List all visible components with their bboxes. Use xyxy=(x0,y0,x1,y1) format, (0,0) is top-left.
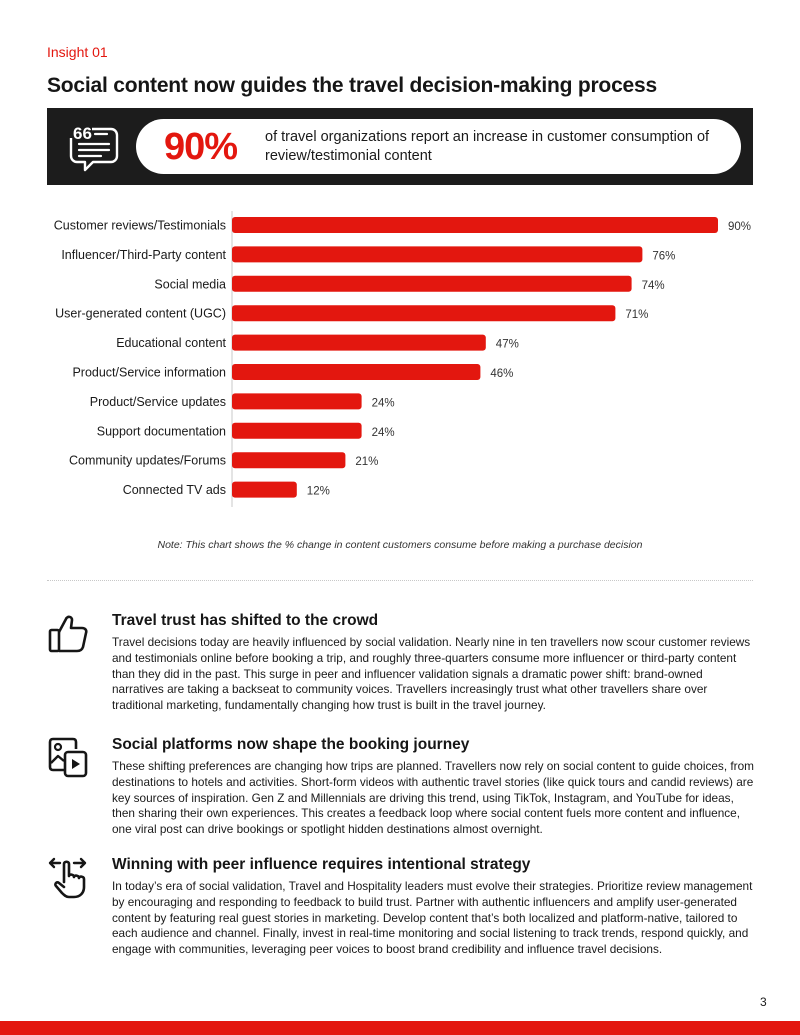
section-body: Travel decisions today are heavily influenced by social validation. Nearly nine in ten travellers now scour customer reviews and testimonials online before booking a trip, and roughly three-quarters consume more influencer or third-party content than they did in the past. This surge in peer and influencer validation signals a dramatic power shift: brand-owned narratives are taking a backseat to community voices. Travellers increasingly trust what other travellers share over traditional marketing, fundamentally changing how trust is built in the travel journey. xyxy=(112,635,751,713)
stat-pill xyxy=(136,119,741,174)
bar xyxy=(232,305,615,321)
category-label: User-generated content (UGC) xyxy=(55,306,226,321)
bar xyxy=(232,482,297,498)
value-label: 71% xyxy=(625,309,649,322)
insight-eyebrow: Insight 01 xyxy=(47,44,108,60)
section-body: These shifting preferences are changing how trips are planned. Travellers now rely on social content to guide choices, from destinations to hotels and activities. Short-form videos with authentic travel stories (like quick tours and candid reviews) are key sources of inspiration. Gen Z and Millennials are driving this trend, using TikTok, Instagram, and YouTube for ideas, then sharing their own experiences. This creates a feedback loop where social content fuels more content and influence, one viral post can drive bookings or spotlight hidden destinations almost overnight. xyxy=(112,759,754,837)
value-label: 74% xyxy=(641,279,665,292)
thumbs-up-icon xyxy=(47,612,89,656)
category-label: Product/Service information xyxy=(72,365,226,380)
category-label: Customer reviews/Testimonials xyxy=(53,218,226,233)
bar xyxy=(232,246,642,262)
swipe-hand-icon xyxy=(47,856,89,900)
category-label: Influencer/Third-Party content xyxy=(61,247,226,262)
bar xyxy=(232,276,632,292)
value-label: 12% xyxy=(306,485,330,498)
page-title: Social content now guides the travel decision-making process xyxy=(47,74,657,97)
bar xyxy=(232,423,362,439)
bar xyxy=(232,452,345,468)
stat-banner xyxy=(47,108,753,185)
section-title: Social platforms now shape the booking journey xyxy=(112,736,470,753)
value-label: 21% xyxy=(355,456,379,469)
footer-bar xyxy=(0,1021,800,1035)
media-gallery-icon xyxy=(47,736,89,780)
bar xyxy=(232,393,362,409)
category-label: Community updates/Forums xyxy=(68,453,226,468)
chart-note: Note: This chart shows the % change in content customers consume before making a purchase decision xyxy=(157,539,643,551)
value-label: 24% xyxy=(371,397,395,410)
bar-chart xyxy=(0,205,800,515)
stat-description: of travel organizations report an increase in customer consumption of review/testimonial content xyxy=(265,129,710,164)
section-strategy xyxy=(47,856,753,976)
value-label: 76% xyxy=(652,250,676,263)
section-title: Travel trust has shifted to the crowd xyxy=(112,612,379,629)
section-platforms xyxy=(47,736,753,840)
stat-value: 90% xyxy=(164,126,238,168)
value-label: 46% xyxy=(490,368,514,380)
category-label: Educational content xyxy=(116,336,226,351)
bar xyxy=(232,217,718,233)
bar-chart-svg xyxy=(0,205,800,515)
bar xyxy=(232,335,486,351)
section-divider xyxy=(47,580,753,581)
section-title: Winning with peer influence requires intentional strategy xyxy=(112,856,531,873)
value-label: 47% xyxy=(495,338,519,351)
section-trust xyxy=(47,612,753,716)
section-body: In today’s era of social validation, Travel and Hospitality leaders must evolve their strategies. Prioritize review management by encouraging and responding to feedback to build trust. Partner with authentic influencers and amplify user-generated content by featuring real guest stories in marketing. Develop content that’s both localized and platform-native, tailored to each audience and channel. Finally, invest in real-time monitoring and social listening to track trends, respond quickly, and engage with communities, leveraging peer voices to boost brand credibility and influence travel decisions. xyxy=(112,879,753,957)
page-number: 3 xyxy=(760,995,767,1009)
value-label: 90% xyxy=(728,221,752,233)
bar xyxy=(232,364,480,380)
chat-quote-icon xyxy=(67,120,121,174)
category-label: Social media xyxy=(154,277,226,292)
value-label: 24% xyxy=(371,426,395,439)
category-label: Support documentation xyxy=(96,424,226,439)
category-label: Product/Service updates xyxy=(89,394,226,409)
svg-text:66: 66 xyxy=(73,124,92,143)
category-label: Connected TV ads xyxy=(122,483,226,498)
